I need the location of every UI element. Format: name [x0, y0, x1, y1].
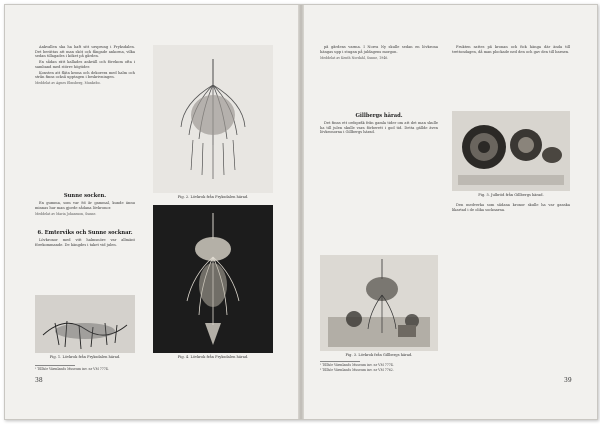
section-heading-sunne: Sunne socken.	[63, 193, 107, 199]
notice-2: Meddelat av Maria Johansson, Sunne.	[35, 211, 97, 216]
gillberg-paragraph: Det finns ett ordspråk från gamla tider om att det man skulle ha till julen skulle vara förberett i god tid. Detta gällde även lövkronorna i Gillbergs härad.	[320, 121, 438, 135]
notice-1: Meddelat av Agnes Elmsberg, Munkebo.	[35, 81, 101, 86]
left-column-top-text	[35, 45, 135, 143]
right-notice: Meddelat av Kenth Nordahl, Sunne, 1946.	[320, 55, 389, 60]
figure-5-photo	[452, 111, 570, 191]
right-col-paragraph: Frukten sattes på kronan och fick hänga där ända till trettondagen, då man plockade ned den och gav den till barnen.	[452, 45, 570, 54]
page-number-left: 38	[35, 377, 43, 384]
middle-paragraph: Konsten att fläta krona och dekorera med halm och strån finns också upptagen i beskrivningen.	[35, 70, 135, 80]
figure-2-photo	[153, 45, 273, 193]
figure-1-photo	[35, 295, 135, 353]
section-heading-emtervik: 6. Emterviks och Sunne socknar.	[37, 230, 133, 236]
intro-paragraph-2: En sådan rätt kallades ankväll och förekom ofta i samband med större högtider.	[35, 60, 135, 69]
page-number-right: 39	[564, 377, 572, 384]
right-column-top-text	[320, 45, 438, 101]
sunne-paragraph: En gumma, som var 86 år gammal, kunde ännu minnas hur man gjorde sådana lövkronor.	[35, 201, 135, 210]
figure-1-caption: Fig. 1. Lövkrok från Fryksdalen härad.	[49, 355, 121, 359]
footnote-left: ¹ Tillhör Värmlands Museum inv. nr VM 7774.	[35, 367, 109, 371]
right-column-2-bottom	[452, 203, 570, 361]
left-page	[5, 5, 300, 419]
footnote-right-2: ² Tillhör Värmlands Museum inv. nr VM 7762.	[320, 368, 394, 372]
footnote-rule-left	[35, 365, 75, 366]
figure-2-caption: Fig. 2. Lövkrok från Fryksdalen härad.	[177, 195, 249, 199]
right-top-paragraph: på gårdens varma. I Norra Ny skulle sedan en lövkrona hängas upp i stugan på juldagens morgon.	[320, 45, 438, 54]
footnote-right-1: ¹ Tillhör Värmlands Museum inv. nr VM 7774.	[320, 363, 394, 367]
emtervik-paragraph: Lövkronor med vitt halmsnöre var allmänt förekommande. De hängdes i taket vid julen.	[35, 238, 135, 247]
figure-4-caption: Fig. 4. Lövkrok från Fryksdalen härad.	[177, 355, 249, 359]
figure-3-caption: Fig. 3. Lövkrok från Gillbergs härad.	[345, 353, 413, 357]
intro-paragraph: Ankvallen ska ha haft sitt ursprung i Fryksdalen. Det berättas att man sköt och fångade ankorna, vilka sedan tillagades i köket på gården.	[35, 45, 135, 59]
right-col-paragraph-2: Den medverka som sådana kronor skulle ha var ganska likartad i de olika socknarna.	[452, 203, 570, 212]
emtervik-text	[35, 238, 135, 292]
figure-3-photo	[320, 255, 438, 351]
book-spread	[4, 4, 598, 420]
figure-5-caption: Fig. 5. Julbröd från Gillbergs härad.	[478, 193, 544, 197]
section-heading-gillberg: Gillbergs härad.	[355, 113, 403, 119]
gillberg-text	[320, 121, 438, 249]
footnote-rule-right	[320, 361, 360, 362]
right-page	[302, 5, 597, 419]
sunne-text	[35, 201, 135, 225]
right-column-2-top	[452, 45, 570, 105]
figure-4-photo	[153, 205, 273, 353]
